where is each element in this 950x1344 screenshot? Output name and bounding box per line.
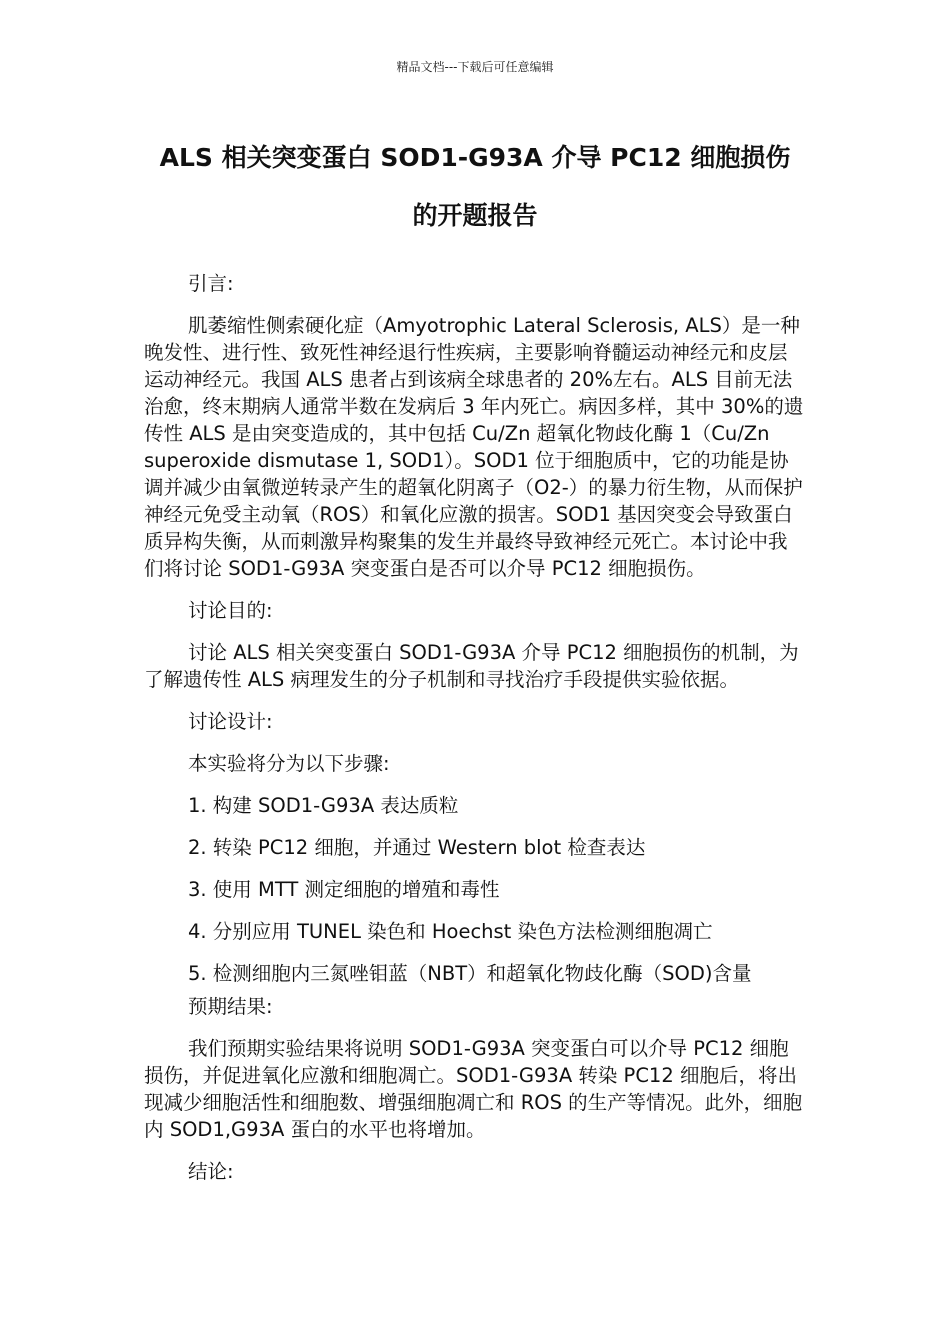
step-item: 5. 检测细胞内三氮唑钼蓝（NBT）和超氧化物歧化酶（SOD)含量 — [188, 962, 752, 985]
results-heading: 预期结果: — [188, 995, 273, 1018]
conclusion-heading: 结论: — [188, 1160, 234, 1183]
step-item: 1. 构建 SOD1-G93A 表达质粒 — [188, 794, 459, 817]
page-header-note: 精品文档---下载后可任意编辑 — [396, 60, 554, 74]
step-item: 4. 分别应用 TUNEL 染色和 Hoechst 染色方法检测细胞凋亡 — [188, 920, 713, 943]
document-title-line-1: ALS 相关突变蛋白 SOD1-G93A 介导 PC12 细胞损伤 — [159, 143, 791, 172]
step-item: 3. 使用 MTT 测定细胞的增殖和毒性 — [188, 878, 500, 901]
results-paragraph: 我们预期实验结果将说明 SOD1-G93A 突变蛋白可以介导 PC12 细胞损伤，并促进氧化应激和细胞凋亡。SOD1-G93A 转染 PC12 细胞后，将出现减少细胞活性和细胞数、增强细胞凋亡和 ROS 的生产等情况。此外，细胞内 SOD1,G93A 蛋白的水平也将增加。 — [144, 1037, 803, 1141]
step-item: 2. 转染 PC12 细胞，并通过 Western blot 检查表达 — [188, 836, 646, 859]
intro-paragraph: 肌萎缩性侧索硬化症（Amyotrophic Lateral Sclerosis, ALS）是一种晚发性、进行性、致死性神经退行性疾病，主要影响脊髓运动神经元和皮层运动神经元。我国 ALS 患者占到该病全球患者的 20%左右。ALS 目前无法治愈，终末期病人通常半数在发病后 3 年内死亡。病因多样，其中 30%的遗传性 ALS 是由突变造成的，其中包括 Cu/Zn 超氧化物歧化酶 1（Cu/Zn superoxide dismutase 1, SOD1）。SOD1 位于细胞质中，它的功能是协调并减少由氧微逆转录产生的超氧化阴离子（O2-）的暴力衍生物，从而保护神经元免受主动氧（ROS）和氧化应激的损害。SOD1 基因突变会导致蛋白质异构失衡，从而刺激异构聚集的发生并最终导致神经元死亡。本讨论中我们将讨论 SOD1-G93A 突变蛋白是否可以介导 PC12 细胞损伤。 — [144, 314, 804, 580]
intro-heading: 引言: — [188, 272, 234, 295]
purpose-heading: 讨论目的: — [188, 599, 273, 622]
purpose-paragraph: 讨论 ALS 相关突变蛋白 SOD1-G93A 介导 PC12 细胞损伤的机制，为了解遗传性 ALS 病理发生的分子机制和寻找治疗手段提供实验依据。 — [144, 641, 799, 691]
design-intro: 本实验将分为以下步骤: — [188, 752, 390, 775]
document-title-line-2: 的开题报告 — [412, 201, 538, 230]
design-heading: 讨论设计: — [188, 710, 273, 733]
document-body — [144, 270, 806, 1185]
